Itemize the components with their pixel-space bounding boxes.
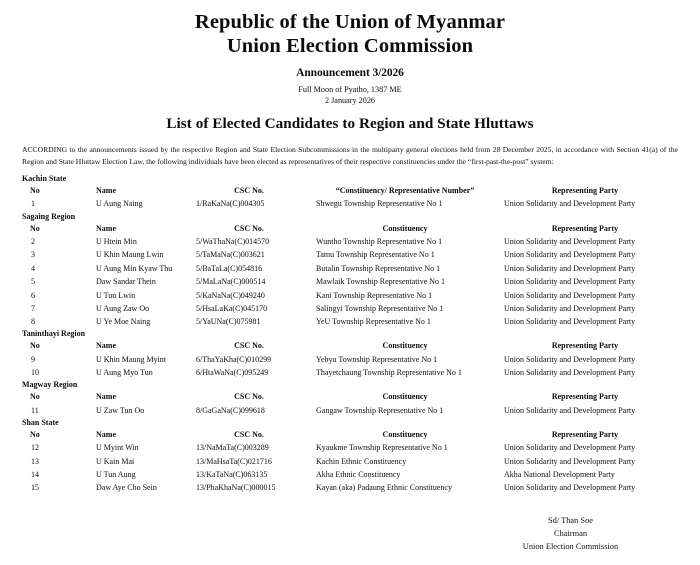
- table-row: [22, 303, 678, 316]
- column-header-name: Name: [96, 429, 116, 439]
- cell-name: U Aung Min Kyaw Thu: [96, 263, 173, 273]
- region-heading: Shan State: [22, 417, 59, 427]
- cell-csc: 5/MaLaNa(C)000514: [196, 277, 266, 287]
- table-row: [22, 289, 678, 302]
- column-header-csc: CSC No.: [234, 223, 264, 233]
- table-row: [22, 469, 678, 482]
- cell-party: Union Solidarity and Development Party: [504, 317, 636, 327]
- column-header-csc: CSC No.: [234, 429, 264, 439]
- country-title: Republic of the Union of Myanmar: [194, 11, 506, 33]
- page-title: List of Elected Candidates to Region and State Hluttaws: [166, 115, 534, 133]
- signature-block: [463, 514, 678, 553]
- column-header-party: Representing Party: [551, 429, 619, 439]
- region-heading: Taninthayi Region: [22, 329, 86, 339]
- cell-name: U Tun Lwin: [96, 290, 136, 300]
- table-header-row: [22, 429, 678, 442]
- cell-party: Union Solidarity and Development Party: [504, 456, 636, 466]
- cell-constituency: Butalin Township Representative No 1: [316, 263, 441, 273]
- table-header-row: [22, 185, 678, 198]
- region-sections: [22, 174, 678, 495]
- cell-name: U Khin Maung Myint: [96, 354, 166, 364]
- cell-no: 1: [31, 199, 35, 209]
- cell-party: Union Solidarity and Development Party: [504, 443, 636, 453]
- cell-constituency: Gangaw Township Representative No 1: [316, 405, 444, 415]
- announcement-number: Announcement 3/2026: [296, 67, 404, 80]
- cell-name: Daw Sandar Thein: [96, 277, 156, 287]
- cell-no: 12: [31, 443, 39, 453]
- cell-csc: 1/RaKaNa(C)004305: [196, 199, 265, 209]
- intro-paragraph: ACCORDING to the announcements issued by the respective Region and State Election Subcommissions in the multiparty general elections held from 28 December 2025, in accordance with Section 41(a) of the Region and State Hluttaw Election Law, the following individuals have been elected as representatives of their respective constituencies under the “first-past-the-post” system:: [22, 145, 678, 166]
- column-header-party: Representing Party: [551, 392, 619, 402]
- column-header-party: Representing Party: [551, 341, 619, 351]
- cell-no: 3: [31, 250, 35, 260]
- column-header-party: Representing Party: [551, 186, 619, 196]
- column-header-party: Representing Party: [551, 223, 619, 233]
- table-row: [22, 236, 678, 249]
- table-row: [22, 442, 678, 455]
- date-gregorian: 2 January 2026: [324, 96, 376, 106]
- cell-party: Union Solidarity and Development Party: [504, 405, 636, 415]
- date-myanmar-era: Full Moon of Pyatho, 1387 ME: [298, 85, 402, 95]
- cell-party: Union Solidarity and Development Party: [504, 368, 636, 378]
- cell-name: U Ye Moe Naing: [96, 317, 151, 327]
- cell-name: U Aung Naing: [96, 199, 143, 209]
- cell-constituency: Thayetchaung Township Representative No 1: [316, 368, 462, 378]
- cell-no: 13: [31, 456, 39, 466]
- table-row: [22, 249, 678, 262]
- cell-constituency: Kachin Ethnic Constituency: [316, 456, 407, 466]
- table-row: [22, 367, 678, 380]
- region-table: [22, 391, 678, 418]
- region-table: [22, 429, 678, 496]
- cell-constituency: Kayan (aka) Padaung Ethnic Constituency: [316, 483, 452, 493]
- column-header-no: No: [30, 392, 40, 402]
- cell-party: Union Solidarity and Development Party: [504, 303, 636, 313]
- region-table: [22, 340, 678, 380]
- column-header-csc: CSC No.: [234, 186, 264, 196]
- cell-no: 6: [31, 290, 35, 300]
- cell-no: 11: [31, 405, 39, 415]
- cell-name: U Tun Aung: [96, 470, 136, 480]
- region-table: [22, 222, 678, 329]
- region-heading: Magway Region: [22, 380, 78, 390]
- cell-party: Union Solidarity and Development Party: [504, 277, 636, 287]
- cell-csc: 13/NaMaTa(C)003289: [196, 443, 269, 453]
- table-header-row: [22, 340, 678, 353]
- cell-csc: 5/TaMaNa(C)003621: [196, 250, 265, 260]
- signatory-name: Sd/ Than Soe: [548, 515, 593, 525]
- cell-no: 4: [31, 263, 35, 273]
- column-header-no: No: [30, 223, 40, 233]
- cell-constituency: Wuntho Township Representative No 1: [316, 237, 443, 246]
- cell-csc: 13/KaTaNa(C)063135: [196, 470, 268, 480]
- column-header-no: No: [30, 186, 40, 196]
- column-header-csc: CSC No.: [234, 392, 264, 402]
- cell-constituency: Tamu Township Representative No 1: [316, 250, 435, 260]
- cell-party: Union Solidarity and Development Party: [504, 237, 636, 246]
- cell-name: U Kain Mai: [96, 456, 135, 466]
- column-header-no: No: [30, 341, 40, 351]
- cell-party: Union Solidarity and Development Party: [504, 354, 636, 364]
- table-row: [22, 405, 678, 418]
- column-header-name: Name: [96, 341, 116, 351]
- region-heading: Sagaing Region: [22, 211, 76, 221]
- cell-csc: 13/MaHsaTa(C)021716: [196, 456, 272, 466]
- column-header-csc: CSC No.: [234, 341, 264, 351]
- signatory-organization: Union Election Commission: [522, 541, 619, 551]
- document-masthead: [0, 0, 700, 133]
- cell-party: Union Solidarity and Development Party: [504, 483, 636, 493]
- table-row: [22, 263, 678, 276]
- cell-csc: 5/YaUNa(C)075981: [196, 317, 261, 327]
- column-header-name: Name: [96, 392, 116, 402]
- cell-csc: 6/ThaYaKha(C)010299: [196, 354, 272, 364]
- table-row: [22, 455, 678, 468]
- cell-no: 15: [31, 483, 39, 493]
- cell-name: U Myint Win: [96, 443, 139, 453]
- cell-name: Daw Aye Cho Sein: [96, 483, 157, 493]
- table-row: [22, 276, 678, 289]
- column-header-constituency: Constituency: [382, 392, 428, 402]
- cell-csc: 5/HsaLaKa(C)045170: [196, 303, 268, 313]
- cell-csc: 5/BaTaLa(C)054816: [196, 263, 263, 273]
- cell-csc: 5/WaThaNa(C)014570: [196, 237, 270, 246]
- table-header-row: [22, 391, 678, 404]
- signatory-role: Chairman: [553, 528, 588, 538]
- table-row: [22, 482, 678, 495]
- column-header-name: Name: [96, 223, 116, 233]
- column-header-constituency: Constituency: [382, 223, 428, 233]
- cell-party: Union Solidarity and Development Party: [504, 199, 636, 209]
- cell-name: U Aung Myo Tun: [96, 368, 153, 378]
- cell-constituency: Mawlaik Township Representative No 1: [316, 277, 446, 287]
- column-header-constituency: Constituency: [382, 341, 428, 351]
- cell-no: 7: [31, 303, 35, 313]
- cell-constituency: Shwegu Township Representative No 1: [316, 199, 443, 209]
- cell-party: Akha National Development Party: [504, 470, 615, 480]
- cell-constituency: Kyaukme Township Representative No 1: [316, 443, 448, 453]
- cell-csc: 5/KaNaNa(C)049240: [196, 290, 265, 300]
- cell-no: 2: [31, 237, 35, 246]
- commission-title: Union Election Commission: [226, 35, 474, 58]
- cell-name: U Zaw Tun Oo: [96, 405, 145, 415]
- cell-party: Union Solidarity and Development Party: [504, 263, 636, 273]
- region-heading: Kachin State: [22, 174, 67, 184]
- table-row: [22, 354, 678, 367]
- cell-constituency: YeU Township Representative No 1: [316, 317, 431, 327]
- cell-name: U Htein Min: [96, 237, 137, 246]
- cell-party: Union Solidarity and Development Party: [504, 290, 636, 300]
- column-header-constituency: Constituency: [382, 429, 428, 439]
- cell-csc: 13/PhaKhaNa(C)000015: [196, 483, 276, 493]
- cell-no: 9: [31, 354, 35, 364]
- cell-constituency: Akha Ethnic Constituency: [316, 470, 401, 480]
- cell-no: 10: [31, 368, 39, 378]
- region-table: [22, 185, 678, 212]
- cell-name: U Khin Maung Lwin: [96, 250, 164, 260]
- cell-no: 5: [31, 277, 35, 287]
- cell-csc: 6/HtaWaNa(C)095249: [196, 368, 269, 378]
- column-header-no: No: [30, 429, 40, 439]
- table-row: [22, 198, 678, 211]
- table-header-row: [22, 222, 678, 235]
- cell-constituency: Yebyu Township Representative No 1: [316, 354, 438, 364]
- cell-csc: 8/GaGaNa(C)099618: [196, 405, 265, 415]
- cell-no: 14: [31, 470, 39, 480]
- table-row: [22, 316, 678, 329]
- cell-no: 8: [31, 317, 35, 327]
- column-header-constituency: “Constituency/ Representative Number”: [335, 186, 475, 196]
- cell-constituency: Salingyi Township Representative No 1: [316, 303, 444, 313]
- cell-name: U Aung Zaw Oo: [96, 303, 150, 313]
- cell-constituency: Kani Township Representative No 1: [316, 290, 433, 300]
- column-header-name: Name: [96, 186, 116, 196]
- cell-party: Union Solidarity and Development Party: [504, 250, 636, 260]
